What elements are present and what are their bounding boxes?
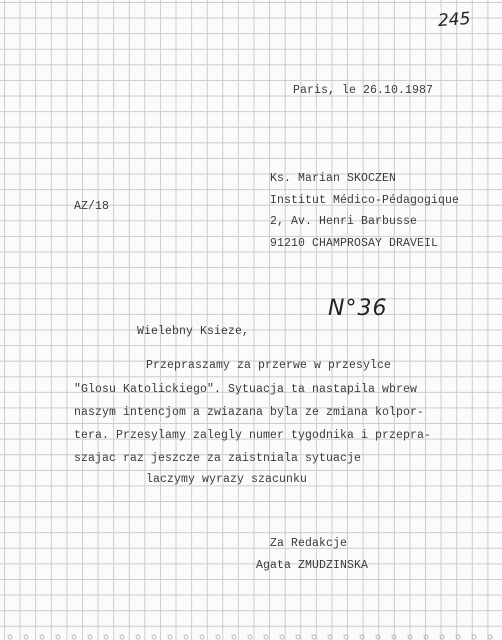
salutation: Wielebny Ksieze,	[137, 325, 250, 338]
handwritten-page-number: 245	[437, 8, 472, 32]
signature-closing: Za Redakcje	[270, 537, 348, 550]
body-line-6: laczymy wyrazy szacunku	[146, 473, 308, 486]
reference-code: AZ/18	[74, 200, 110, 213]
body-line-2: "Glosu Katolickiego". Sytuacja ta nastapila wbrew	[74, 383, 418, 396]
recipient-city: 91210 CHAMPROSAY DRAVEIL	[270, 237, 439, 250]
signature-name: Agata ZMUDZINSKA	[256, 559, 369, 572]
date-line: Paris, le 26.10.1987	[293, 84, 434, 97]
recipient-street: 2, Av. Henri Barbusse	[270, 215, 418, 228]
perforation-edge	[0, 632, 502, 640]
recipient-institution: Institut Médico-Pédagogique	[270, 194, 460, 207]
body-line-5: szajac raz jeszcze za zaistniala sytuacje	[74, 452, 362, 465]
body-line-1: Przepraszamy za przerwe w przesylce	[146, 359, 392, 372]
recipient-name: Ks. Marian SKOCZEN	[270, 172, 397, 185]
handwritten-document-number: N°36	[328, 296, 388, 321]
body-line-3: naszym intencjom a zwiazana byla ze zmiana kolpor-	[74, 406, 425, 419]
body-line-4: tera. Przesylamy zalegly numer tygodnika i przepra-	[74, 429, 432, 442]
